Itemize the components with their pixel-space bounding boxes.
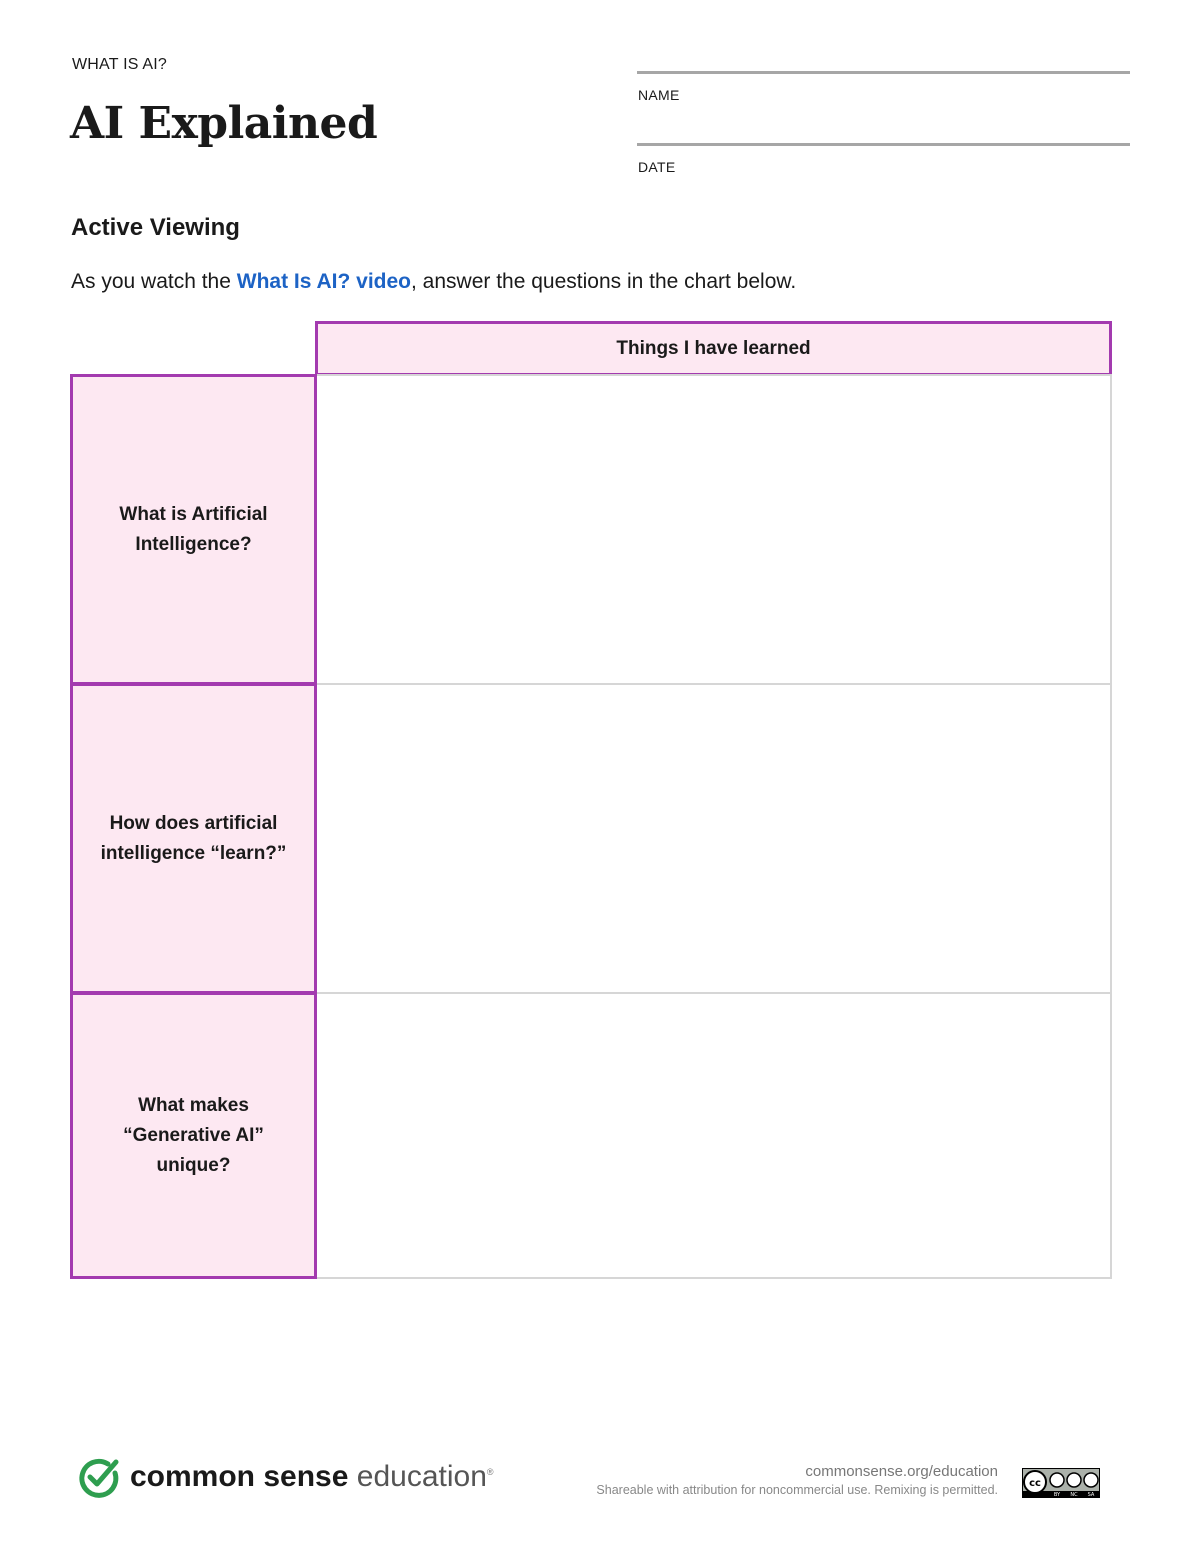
cc-by-text: BY <box>1053 1492 1061 1498</box>
footer-license-note: Shareable with attribution for noncommercial use. Remixing is permitted. <box>596 1483 998 1497</box>
instruction-before: As you watch the <box>71 270 237 293</box>
date-label: DATE <box>638 159 676 175</box>
question-text: What is Artificial Intelligence? <box>119 503 268 555</box>
date-line <box>637 143 1130 146</box>
cc-mark-text: cc <box>1029 1478 1041 1489</box>
page-title: AI Explained <box>70 98 378 149</box>
question-cell-3 <box>70 992 317 1279</box>
name-line <box>637 71 1130 74</box>
instruction-text <box>71 270 796 294</box>
logo-wordmark <box>130 1460 494 1494</box>
question-cell-2 <box>70 683 317 994</box>
answer-cell-3[interactable] <box>317 992 1112 1279</box>
cc-nc-text: NC <box>1070 1492 1078 1498</box>
question-text: What makes “Generative AI” unique? <box>123 1094 264 1176</box>
logo-light: education <box>356 1460 487 1493</box>
answer-cell-2[interactable] <box>317 683 1112 994</box>
question-text: How does artificial intelligence “learn?” <box>100 812 287 864</box>
cc-by-nc-sa-icon <box>1022 1468 1100 1498</box>
cc-sa-text: SA <box>1087 1492 1095 1498</box>
question-cell-1 <box>70 374 317 685</box>
answer-cell-1[interactable] <box>317 374 1112 685</box>
checkmark-icon <box>78 1456 120 1498</box>
footer-url[interactable]: commonsense.org/education <box>805 1463 998 1480</box>
column-header: Things I have learned <box>315 321 1112 376</box>
section-heading: Active Viewing <box>71 214 240 241</box>
worksheet-kicker: WHAT IS AI? <box>72 56 167 73</box>
instruction-after: , answer the questions in the chart below. <box>411 270 797 293</box>
logo-bold: common sense <box>130 1460 349 1493</box>
video-link[interactable]: What Is AI? video <box>236 270 411 293</box>
logo-mark: ® <box>486 1467 494 1477</box>
common-sense-logo <box>78 1456 494 1498</box>
name-label: NAME <box>638 87 680 103</box>
